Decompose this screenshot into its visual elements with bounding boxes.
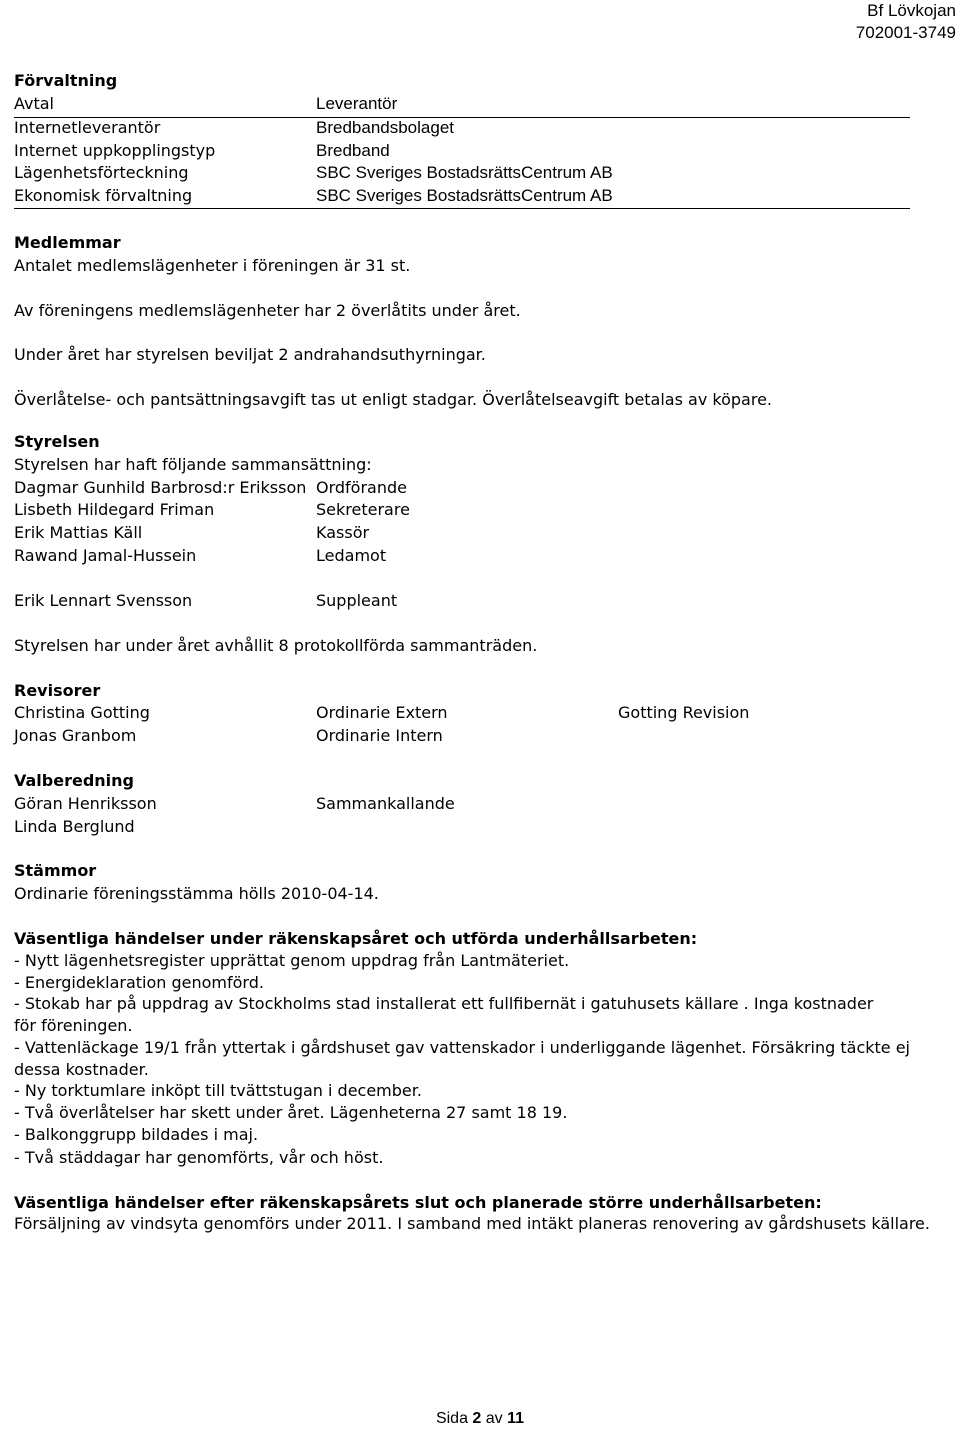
current-page-number: 2 [472,1410,482,1427]
board-member-role: Ordförande [316,478,407,497]
page-footer [0,1409,960,1429]
board-member-role: Suppleant [316,591,398,610]
auditor-type: Ordinarie Extern [316,703,448,722]
nomination-member-name: Göran Henriksson [14,794,157,813]
organization-name: Bf Lövkojan [867,1,956,20]
total-pages-number: 11 [507,1410,525,1427]
list-item: - Stokab har på uppdrag av Stockholms stad installerat ett fullfibernät i gatuhusets källare . Inga kostnader för föreningen. [14,994,874,1035]
paragraph: Försäljning av vindsyta genomförs under 2011. I samband med intäkt planeras renovering av gårdshusets källare. [14,1214,930,1233]
board-member-name: Erik Mattias Käll [14,523,143,542]
section-heading-styrelsen: Styrelsen [14,432,100,451]
list-item: - Ny torktumlare inköpt till tvättstugan i december. [14,1081,422,1100]
nomination-member-name: Linda Berglund [14,817,135,836]
paragraph: Under året har styrelsen beviljat 2 andrahandsuthyrningar. [14,345,486,364]
list-item: - Energideklaration genomförd. [14,973,264,992]
section-heading-medlemmar: Medlemmar [14,233,121,252]
paragraph: Av föreningens medlemslägenheter har 2 överlåtits under året. [14,301,521,320]
organization-number: 702001-3749 [855,23,956,42]
list-item: - Nytt lägenhetsregister upprättat genom uppdrag från Lantmäteriet. [14,951,570,970]
table-cell-leverantor: Bredband [316,141,390,160]
table-divider-bottom [14,208,910,209]
paragraph: Styrelsen har haft följande sammansättning: [14,455,372,474]
section-heading-valberedning: Valberedning [14,771,135,790]
page-label: Sida [435,1410,468,1427]
paragraph: Antalet medlemslägenheter i föreningen är 31 st. [14,256,411,275]
auditor-type: Ordinarie Intern [316,726,443,745]
auditor-name: Jonas Granbom [14,726,137,745]
paragraph: Styrelsen har under året avhållit 8 protokollförda sammanträden. [14,636,538,655]
section-heading-handelser: Väsentliga händelser under räkenskapsåret och utförda underhållsarbeten: [14,929,698,948]
page-separator: av [485,1410,503,1427]
board-member-role: Ledamot [316,546,387,565]
table-cell-leverantor: Bredbandsbolaget [316,118,455,137]
table-header-leverantor: Leverantör [316,94,398,113]
document-header [856,0,956,44]
section-heading-stammor: Stämmor [14,861,97,880]
board-member-role: Sekreterare [316,500,410,519]
list-item: - Vattenläckage 19/1 från yttertak i gårdshuset gav vattenskador i underliggande lägenhet. Försäkring täckte ej dessa kostnader. [14,1038,910,1079]
table-cell-avtal: Internetleverantör [14,118,161,137]
board-member-name: Rawand Jamal-Hussein [14,546,197,565]
board-member-name: Erik Lennart Svensson [14,591,193,610]
section-heading-efter: Väsentliga händelser efter räkenskapsårets slut och planerade större underhållsarbeten: [14,1193,822,1212]
auditor-firm: Gotting Revision [618,703,750,722]
list-item: - Balkonggrupp bildades i maj. [14,1125,259,1144]
board-member-name: Dagmar Gunhild Barbrosd:r Eriksson [14,478,307,497]
list-item: - Två överlåtelser har skett under året. Lägenheterna 27 samt 18 19. [14,1103,568,1122]
table-header-avtal: Avtal [14,94,54,113]
paragraph: Ordinarie föreningsstämma hölls 2010-04-14. [14,884,379,903]
board-member-name: Lisbeth Hildegard Friman [14,500,215,519]
section-heading-revisorer: Revisorer [14,681,101,700]
list-item: - Två städdagar har genomförts, vår och höst. [14,1148,384,1167]
board-member-role: Kassör [316,523,370,542]
nomination-member-role: Sammankallande [316,794,455,813]
table-cell-leverantor: SBC Sveriges BostadsrättsCentrum AB [316,186,613,205]
auditor-name: Christina Gotting [14,703,150,722]
table-cell-leverantor: SBC Sveriges BostadsrättsCentrum AB [316,163,613,182]
table-cell-avtal: Lägenhetsförteckning [14,163,189,182]
paragraph: Överlåtelse- och pantsättningsavgift tas ut enligt stadgar. Överlåtelseavgift betalas av köpare. [14,390,772,409]
section-heading-forvaltning: Förvaltning [14,71,118,90]
table-cell-avtal: Ekonomisk förvaltning [14,186,193,205]
table-cell-avtal: Internet uppkopplingstyp [14,141,216,160]
